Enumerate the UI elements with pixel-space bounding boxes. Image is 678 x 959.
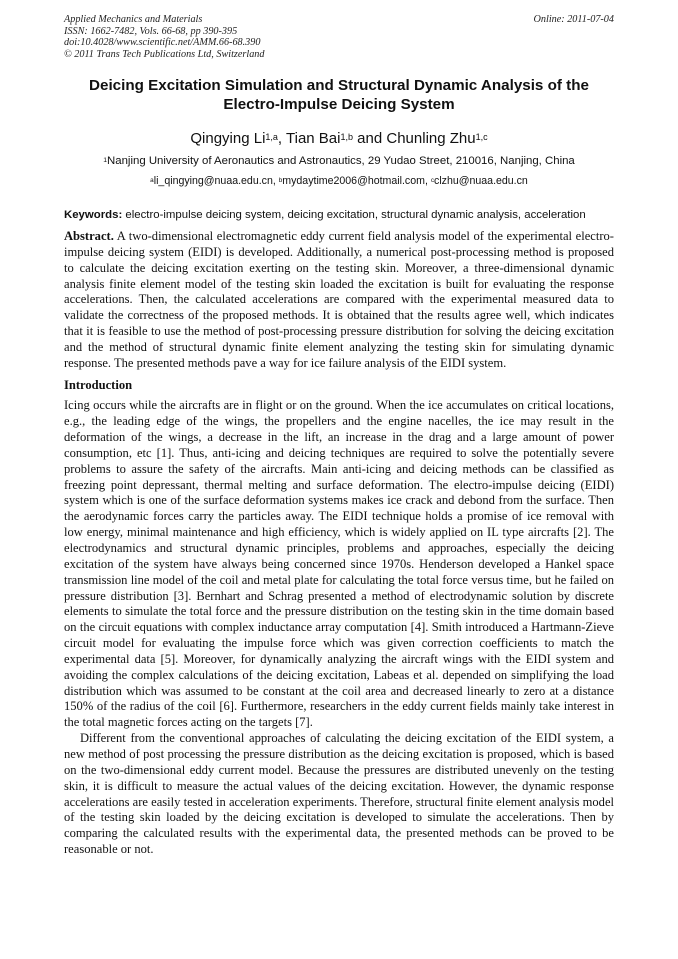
email-c: clzhu@nuaa.edu.cn	[434, 175, 528, 188]
email-a: li_qingying@nuaa.edu.cn,	[153, 175, 279, 188]
copyright-line: © 2011 Trans Tech Publications Ltd, Switzerland	[64, 48, 265, 60]
issn-line: ISSN: 1662-7482, Vols. 66-68, pp 390-395	[64, 25, 238, 37]
section-heading-introduction: Introduction	[64, 377, 133, 392]
abstract-text: A two-dimensional electromagnetic eddy current field analysis model of the experimental electro-impulse deicing system (EIDI) is developed. Additionally, a numerical post-processing method is proposed to calculate the deicing excitation exerting on the testing skin. Moreover, a three-dimensional dynamic analysis finite element model of the testing skin loaded the excitation is built for evaluating the response accelerations. Then, the calculated accelerations are compared with the experimental measured data to validate the correctness of the proposed methods. It is obtained that the results agree well, which indicates that it is feasible to use the method of post-processing pressure distribution for solving the deicing excitation and the method of structural dynamic finite element analyzing the testing skin for simulating dynamic response. The presented methods pave a way for ice failure analysis of the EIDI system.	[64, 228, 614, 370]
author-emails	[64, 175, 614, 188]
author-superscript: 1,b	[340, 132, 353, 143]
author-separator: ,	[277, 130, 286, 148]
author-name: Qingying Li	[190, 130, 266, 148]
author-name: Tian Bai	[286, 130, 341, 148]
affiliation	[64, 154, 614, 168]
email-superscript: b	[278, 177, 283, 185]
affiliation-superscript: 1	[103, 156, 108, 164]
affiliation-text: Nanjing University of Aeronautics and Astronautics, 29 Yudao Street, 210016, Nanjing, China	[107, 155, 575, 168]
email-b: mydaytime2006@hotmail.com,	[282, 175, 431, 188]
abstract-paragraph	[64, 229, 614, 372]
abstract-label: Abstract.	[64, 228, 114, 243]
keywords-label: Keywords:	[64, 209, 123, 222]
paper-page	[64, 14, 614, 858]
paper-title: Deicing Excitation Simulation and Structural Dynamic Analysis of the Electro-Impulse Deicing System	[89, 77, 589, 113]
author-superscript: 1,c	[475, 132, 488, 143]
online-date: Online: 2011-07-04	[533, 14, 614, 25]
journal-header	[64, 14, 614, 60]
author-superscript: 1,a	[265, 132, 278, 143]
journal-name: Applied Mechanics and Materials	[64, 14, 203, 25]
doi-line: doi:10.4028/www.scientific.net/AMM.66-68.390	[64, 37, 261, 49]
author-separator: and	[353, 130, 387, 148]
keywords-text: electro-impulse deicing system, deicing excitation, structural dynamic analysis, acceleration	[122, 209, 586, 222]
email-superscript: c	[430, 177, 435, 185]
intro-paragraph-1: Icing occurs while the aircrafts are in flight or on the ground. When the ice accumulates on critical locations, e.g., the leading edge of the wings, the propellers and the engine nacelles, the ice may result in the deformation of the wings, a decrease in the lift, an increase in the drag and a large amount of power consumption, etc [1]. Thus, anti-icing and deicing techniques are required to solve the potentially severe problems to assure the safety of the aircrafts. Main anti-icing and deicing methods can be classified as freezing point depressant, thermal melting and surface deformation. The electro-impulse deicing (EIDI) system which is one of the surface deformation systems makes ice crack and debond from the surface. Then the aerodynamic forces carry the particles away. The EIDI technique holds a promise of ice removal with low energy, minimal maintenance and high efficiency, which is widely applied on IL type aircrafts [2]. The electrodynamics and structural dynamic principles, problems and approaches, especially the deicing excitation of the system have always being concerned since 1970s. Henderson developed a Hankel space transmission line model of the coil and metal plate for calculating the total force versus time, but he failed on pressure distribution [3]. Bernhart and Schrag presented a method of electrodynamic solution by discrete elements to simulate the total force and the pressure distribution on the testing skin in the time domain based on the circuit equations with complex inductance array computation [4]. Smith introduced a Hartmann-Zieve circuit model for evaluating the impulse force which was given correction coefficients to match the experimental data [5]. Moreover, for dynamically analyzing the aircraft wings with the EIDI system and avoiding the complex calculations of the deicing excitation, Labeas et al. depended on simplifying the load distribution which was assumed to be constant at the coil area and decreased linearly to zero at a distance 150% of the radius of the coil [6]. Furthermore, researchers in the eddy current fields mainly take interest in the total magnetic forces acting on the targets [7].	[64, 398, 614, 730]
keywords-paragraph	[64, 208, 614, 223]
intro-paragraph-2: Different from the conventional approaches of calculating the deicing excitation of the EIDI system, a new method of post processing the pressure distribution as the deicing excitation is proposed, which is based on the two-dimensional eddy current model. Because the pressures are distributed unevenly on the testing skin, it is difficult to measure the actual values of the deicing excitation. However, the dynamic response accelerations are easily tested in acceleration experiments. Therefore, structural finite element analysis model of the testing skin loaded by the deicing excitation is developed to simulate the accelerations. Then by comparing the calculated results with the experimental data, the presented methods can be proved to be reasonable or not.	[64, 731, 614, 857]
author-name: Chunling Zhu	[386, 130, 476, 148]
email-superscript: a	[150, 177, 154, 185]
author-list	[64, 130, 614, 148]
